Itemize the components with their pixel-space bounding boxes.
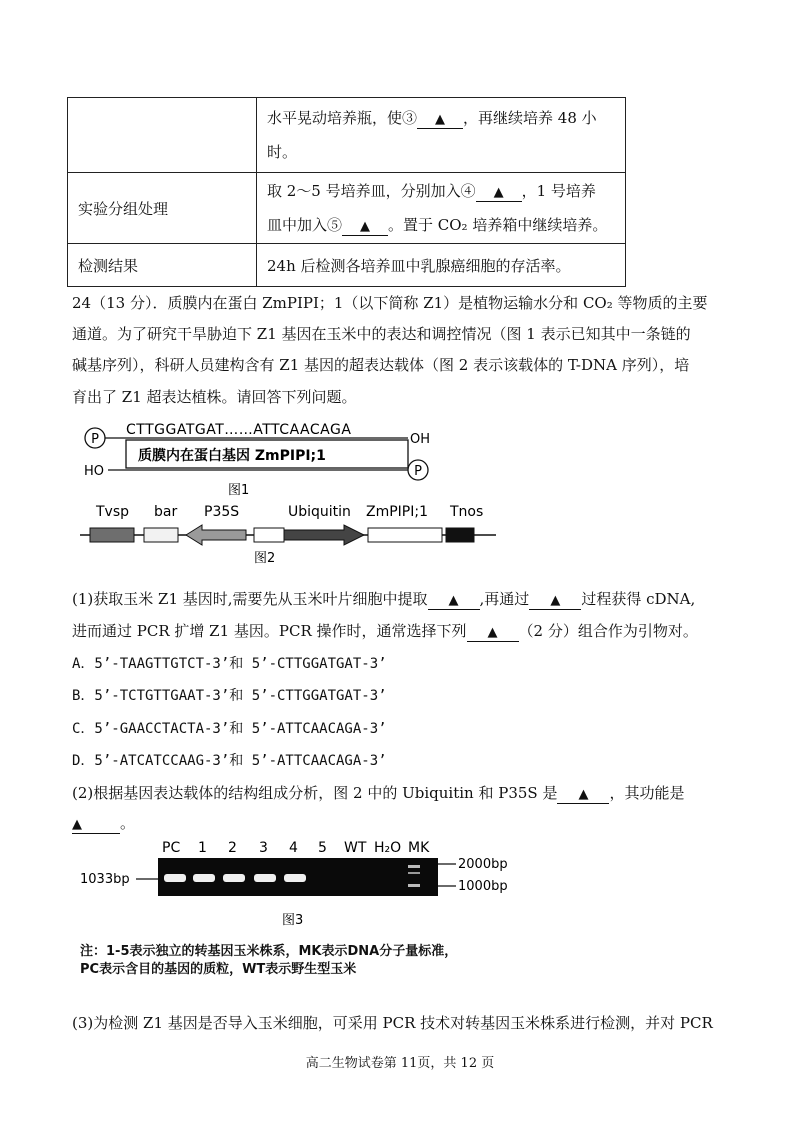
- lane-label: 5: [318, 840, 327, 856]
- table-cell-content: 24h 后检测各培养皿中乳腺癌细胞的存活率。: [257, 244, 626, 287]
- segment-tnos: [446, 528, 474, 542]
- right-marker-label: 2000bp: [458, 857, 508, 872]
- figure-1-caption: 图1: [228, 483, 250, 498]
- marker-band: [408, 884, 420, 887]
- label-ubiquitin: Ubiquitin: [288, 504, 351, 520]
- lane-label: 4: [289, 840, 298, 856]
- left-marker-label: 1033bp: [80, 872, 130, 887]
- lane-label: WT: [344, 840, 367, 856]
- option-b: B．5’-TCTGTTGAAT-3’和 5’-CTTGGATGAT-3’: [72, 688, 387, 704]
- figure-2: [78, 500, 508, 570]
- arrow-p35s: [186, 525, 246, 545]
- table-row: [68, 98, 626, 173]
- option-a: A．5’-TAAGTTGTCT-3’和 5’-CTTGGATGAT-3’: [72, 656, 387, 672]
- figure-3-note: PC表示含目的基因的质粒，WT表示野生型玉米: [80, 962, 357, 977]
- gel-band: [254, 874, 276, 882]
- right-marker-label: 1000bp: [458, 879, 508, 894]
- answer-blank: ▲: [72, 815, 120, 834]
- figure-3: [78, 836, 538, 936]
- table-cell-label: [68, 98, 257, 173]
- lane-label: MK: [408, 840, 430, 856]
- figure-3-note: 注：1-5表示独立的转基因玉米株系，MK表示DNA分子量标准，: [80, 944, 458, 959]
- lane-label: H₂O: [374, 840, 402, 856]
- gel-band: [164, 874, 186, 882]
- experiment-table: [67, 97, 626, 287]
- lane-label: 3: [259, 840, 268, 856]
- q3-line1: (3)为检测 Z1 基因是否导入玉米细胞，可采用 PCR 技术对转基因玉米株系进行检测，并对 PCR: [72, 1014, 713, 1032]
- oh-label: OH: [410, 432, 431, 447]
- table-cell-content: 水平晃动培养瓶，使③ ▲ ，再继续培养 48 小 时。: [257, 98, 626, 173]
- figure-3-caption: 图3: [282, 913, 304, 928]
- ho-label: HO: [84, 464, 105, 479]
- q24-line: 育出了 Z1 超表达植株。请回答下列问题。: [72, 388, 357, 406]
- label-zmpipi: ZmPIPI;1: [366, 504, 428, 520]
- arrow-ubiquitin: [284, 525, 364, 545]
- lane-label: PC: [162, 840, 181, 856]
- label-tvsp: Tvsp: [96, 504, 130, 520]
- marker-band: [408, 872, 420, 874]
- phosphate-label: P: [414, 464, 422, 479]
- table-row: [68, 244, 626, 287]
- q2-line2: ▲ 。: [72, 814, 136, 832]
- q24-line: 通道。为了研究干旱胁迫下 Z1 基因在玉米中的表达和调控情况（图 1 表示已知其中一条链的: [72, 325, 691, 343]
- gel-band: [193, 874, 215, 882]
- q1-line1: (1)获取玉米 Z1 基因时,需要先从玉米叶片细胞中提取 ▲ ,再通过 ▲ 过程获得 cDNA,: [72, 590, 696, 608]
- q24-line: 24（13 分）．质膜内在蛋白 ZmPIPI；1（以下简称 Z1）是植物运输水分和 CO₂ 等物质的主要: [72, 294, 708, 312]
- label-p35s: P35S: [204, 504, 240, 520]
- label-tnos: Tnos: [450, 504, 484, 520]
- option-c: C．5’-GAACCTACTA-3’和 5’-ATTCAACAGA-3’: [72, 721, 387, 737]
- figure-1: [78, 420, 458, 500]
- segment-bar: [144, 528, 178, 542]
- answer-blank: ▲: [428, 591, 480, 610]
- option-d: D．5’-ATCATCCAAG-3’和 5’-ATTCAACAGA-3’: [72, 753, 387, 769]
- answer-blank: ▲: [557, 785, 609, 804]
- marker-band: [408, 865, 420, 868]
- answer-blank: ▲: [529, 591, 581, 610]
- label-bar: bar: [154, 504, 178, 520]
- segment-spacer: [254, 528, 284, 542]
- figure-2-caption: 图2: [254, 551, 276, 566]
- q24-line: 碱基序列），科研人员建构含有 Z1 基因的超表达载体（图 2 表示该载体的 T-DNA 序列），培: [72, 356, 690, 374]
- answer-blank: ▲: [476, 183, 522, 202]
- table-cell-label: 实验分组处理: [68, 173, 257, 244]
- answer-blank: ▲: [417, 110, 463, 129]
- gel-band: [223, 874, 245, 882]
- gel-band: [284, 874, 306, 882]
- lane-label: 1: [198, 840, 207, 856]
- lane-label: 2: [228, 840, 237, 856]
- segment-tvsp: [90, 528, 134, 542]
- answer-blank: ▲: [342, 217, 388, 236]
- segment-zmpipi: [368, 528, 442, 542]
- q2-line1: (2)根据基因表达载体的结构组成分析，图 2 中的 Ubiquitin 和 P35S 是 ▲ ，其功能是: [72, 784, 685, 802]
- table-row: [68, 173, 626, 244]
- q1-line2: 进而通过 PCR 扩增 Z1 基因。PCR 操作时，通常选择下列 ▲ （2 分）组合作为引物对。: [72, 622, 698, 640]
- phosphate-label: P: [91, 432, 99, 447]
- gene-label: 质膜内在蛋白基因 ZmPIPI;1: [138, 448, 326, 464]
- sequence-text: CTTGGATGAT……ATTCAACAGA: [126, 422, 352, 438]
- table-cell-content: 取 2～5 号培养皿，分别加入④ ▲ ，1 号培养 皿中加入⑤ ▲ 。置于 CO₂ 培养箱中继续培养。: [257, 173, 626, 244]
- page-footer: 高二生物试卷第 11页，共 12 页: [305, 1056, 495, 1071]
- table-cell-label: 检测结果: [68, 244, 257, 287]
- answer-blank: ▲: [467, 623, 519, 642]
